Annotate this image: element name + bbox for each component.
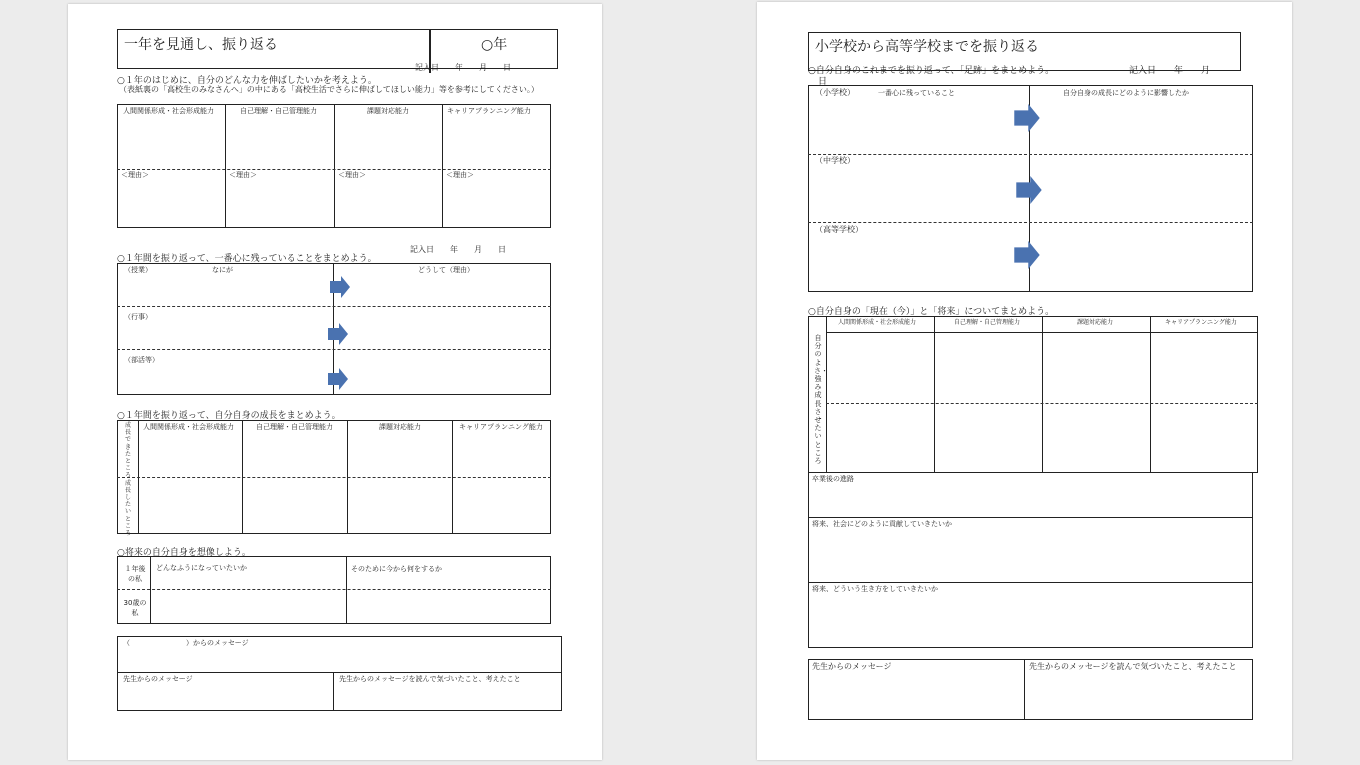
reason-label: ＜理由＞ [121, 171, 149, 179]
col-influence: 自分自身の成長にどのように影響したか [1063, 89, 1189, 97]
r-reflection-label: 先生からのメッセージを読んで気づいたこと、考えたこと [1029, 662, 1237, 671]
future-col-todo: そのために今から何をするか [351, 565, 442, 573]
row-contribute-society: 将来、社会にどのように貢献していきたいか [812, 520, 952, 528]
s1-col-header: キャリアプランニング能力 [447, 107, 531, 115]
r-teacher-message-label: 先生からのメッセージ [812, 662, 892, 671]
r-section1-heading: ○自分自身のこれまでを振り返って、「足跡」をまとめよう。 [808, 66, 1055, 76]
row-after-graduation: 卒業後の進路 [812, 475, 854, 483]
section4-heading: ○将来の自分自身を想像しよう。 [117, 548, 251, 558]
message-from-label: （ ）からのメッセージ [123, 639, 249, 647]
right-arrow-icon [328, 323, 348, 345]
right-title: 小学校から高等学校までを振り返る [815, 39, 1039, 55]
section3-heading: ○１年間を振り返って、自分自身の成長をまとめよう。 [117, 411, 341, 421]
right-arrow-icon [328, 368, 348, 390]
row-label-class: （授業） [124, 266, 152, 274]
row-elementary: （小学校） [815, 88, 855, 97]
growth-side-label: 成長できたところ成長したいところ [124, 422, 131, 538]
reason-label: ＜理由＞ [446, 171, 474, 179]
r-section2-table [808, 316, 1258, 473]
reflection-label: 先生からのメッセージを読んで気づいたこと、考えたこと [339, 675, 521, 683]
future-col-want: どんなふうになっていたいか [156, 564, 247, 572]
section2-heading: ○１年間を振り返って、一番心に残っていることをまとめよう。 [117, 254, 377, 264]
teacher-message-label: 先生からのメッセージ [123, 675, 193, 683]
year-label: ○年 [481, 37, 508, 53]
row-high-school: （高等学校） [815, 225, 863, 234]
s1-col-header: 自己理解・自己管理能力 [240, 107, 317, 115]
entry-date-label: 記入日 年 月 日 [415, 63, 511, 72]
r-col-header: 人間関係形成・社会形成能力 [838, 319, 917, 326]
col-memory: 一番心に残っていること [878, 89, 955, 97]
s1-col-header: 課題対応能力 [367, 107, 409, 115]
s3-col-header: 自己理解・自己管理能力 [256, 423, 333, 431]
s3-col-header: 人間関係形成・社会形成能力 [143, 423, 234, 431]
s1-col-header: 人間関係形成・社会形成能力 [123, 107, 214, 115]
reason-label: ＜理由＞ [229, 171, 257, 179]
right-arrow-icon [330, 276, 350, 298]
strength-side-label: 自分のよさ・強み成長させたいところ [814, 334, 828, 466]
right-arrow-icon [1015, 176, 1043, 204]
r-col-header: 自己理解・自己管理能力 [954, 319, 1021, 326]
row-label-event: （行事） [124, 313, 152, 321]
r-section2-heading: ○自分自身の「現在（今）」と「将来」についてまとめよう。 [808, 307, 1055, 317]
row-way-of-life: 将来、どういう生き方をしていきたいか [812, 585, 938, 593]
col-what: なにが [212, 266, 233, 274]
s3-col-header: 課題対応能力 [379, 423, 421, 431]
row-age-30: 30歳の私 [123, 599, 147, 617]
r-col-header: キャリアプランニング能力 [1165, 319, 1237, 326]
col-why: どうして（理由） [418, 266, 474, 274]
section1-note: （表紙裏の「高校生のみなさんへ」の中にある「高校生活でさらに伸ばしてほしい能力」等を参考にしてください。） [119, 85, 539, 94]
r-entry-date-day: 日 [818, 77, 828, 87]
section1-heading: ○１年のはじめに、自分のどんな力を伸ばしたいかを考えよう。 [117, 76, 377, 86]
reason-label: ＜理由＞ [338, 171, 366, 179]
r-entry-date: 記入日 年 月 [1129, 66, 1211, 76]
right-arrow-icon [1013, 241, 1041, 269]
row-label-club: （部活等） [124, 356, 159, 364]
row-junior-high: （中学校） [815, 156, 855, 165]
section2-entry-date: 記入日 年 月 日 [410, 245, 506, 254]
row-one-year-later: １年後の私 [124, 565, 146, 583]
future-plans-table [808, 472, 1253, 648]
right-arrow-icon [1013, 104, 1041, 132]
left-title: 一年を見通し、振り返る [124, 37, 278, 53]
s3-col-header: キャリアプランニング能力 [459, 423, 543, 431]
r-col-header: 課題対応能力 [1077, 319, 1114, 326]
